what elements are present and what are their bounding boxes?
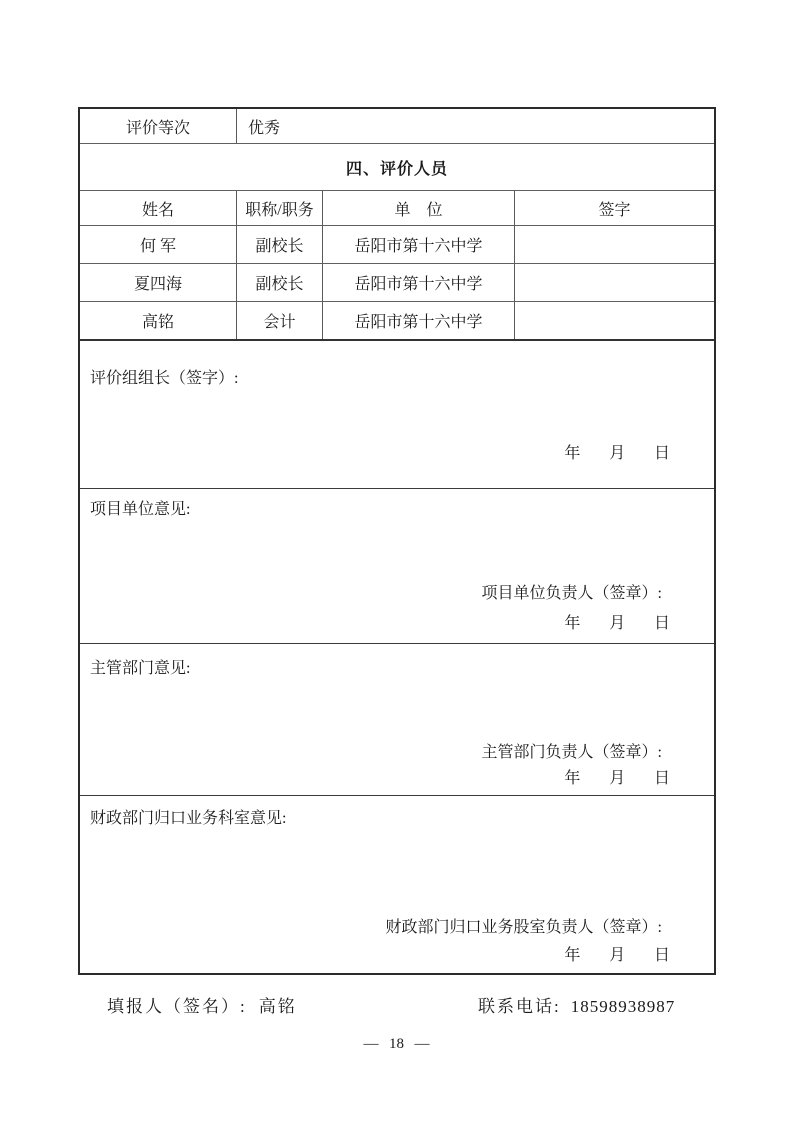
- rating-grade-label: 评价等次: [80, 109, 237, 143]
- phone-number: 18598938987: [570, 997, 676, 1016]
- evaluation-leader-block: [80, 341, 714, 489]
- personnel-name: 高铭: [80, 302, 237, 339]
- personnel-row: [80, 264, 714, 302]
- personnel-row: [80, 302, 714, 341]
- personnel-header-row: [80, 191, 714, 226]
- column-header-signature: 签字: [598, 201, 631, 219]
- page-number: — 18 —: [363, 1036, 430, 1052]
- personnel-unit: 岳阳市第十六中学: [323, 302, 515, 339]
- supervisor-dept-opinion-label: 主管部门意见:: [90, 660, 191, 677]
- personnel-signature-cell: [515, 302, 714, 339]
- personnel-title: 会计: [237, 302, 323, 339]
- project-unit-signer-label: 项目单位负责人（签章）:: [481, 585, 662, 602]
- rating-grade-value: 优秀: [248, 119, 281, 137]
- filler-name: 高铭: [258, 997, 297, 1016]
- footer-line: [0, 992, 793, 1014]
- project-unit-opinion-label: 项目单位意见:: [90, 501, 191, 518]
- supervisor-dept-signer-label: 主管部门负责人（签章）:: [481, 744, 662, 761]
- personnel-row: [80, 226, 714, 264]
- phone-label: 联系电话:: [478, 997, 561, 1016]
- supervisor-dept-date-line: 年 月 日: [564, 770, 670, 787]
- evaluation-leader-label: 评价组组长（签字）:: [90, 370, 239, 387]
- column-header-name: 姓名: [80, 191, 237, 225]
- rating-row: [80, 109, 714, 144]
- personnel-name: 夏四海: [80, 264, 237, 301]
- filler-group: [107, 992, 297, 1017]
- personnel-signature-cell: [515, 264, 714, 301]
- personnel-signature-cell: [515, 226, 714, 263]
- finance-dept-opinion-label: 财政部门归口业务科室意见:: [90, 810, 287, 827]
- evaluation-form-table: [78, 107, 716, 975]
- filler-label: 填报人（签名）:: [107, 997, 247, 1016]
- personnel-title: 副校长: [237, 226, 323, 263]
- column-header-unit: 单 位: [323, 191, 515, 225]
- personnel-name: 何 军: [80, 226, 237, 263]
- finance-dept-signer-label: 财政部门归口业务股室负责人（签章）:: [385, 919, 662, 936]
- supervisor-dept-opinion-block: [80, 644, 714, 796]
- finance-dept-date-line: 年 月 日: [564, 947, 670, 964]
- project-unit-opinion-block: [80, 489, 714, 644]
- personnel-title: 副校长: [237, 264, 323, 301]
- personnel-section-title: 四、评价人员: [80, 144, 714, 191]
- project-unit-date-line: 年 月 日: [564, 615, 670, 632]
- personnel-unit: 岳阳市第十六中学: [323, 226, 515, 263]
- column-header-title: 职称/职务: [237, 191, 323, 225]
- leader-date-line: 年 月 日: [564, 445, 670, 462]
- phone-group: [478, 992, 675, 1017]
- personnel-unit: 岳阳市第十六中学: [323, 264, 515, 301]
- finance-dept-opinion-block: [80, 796, 714, 973]
